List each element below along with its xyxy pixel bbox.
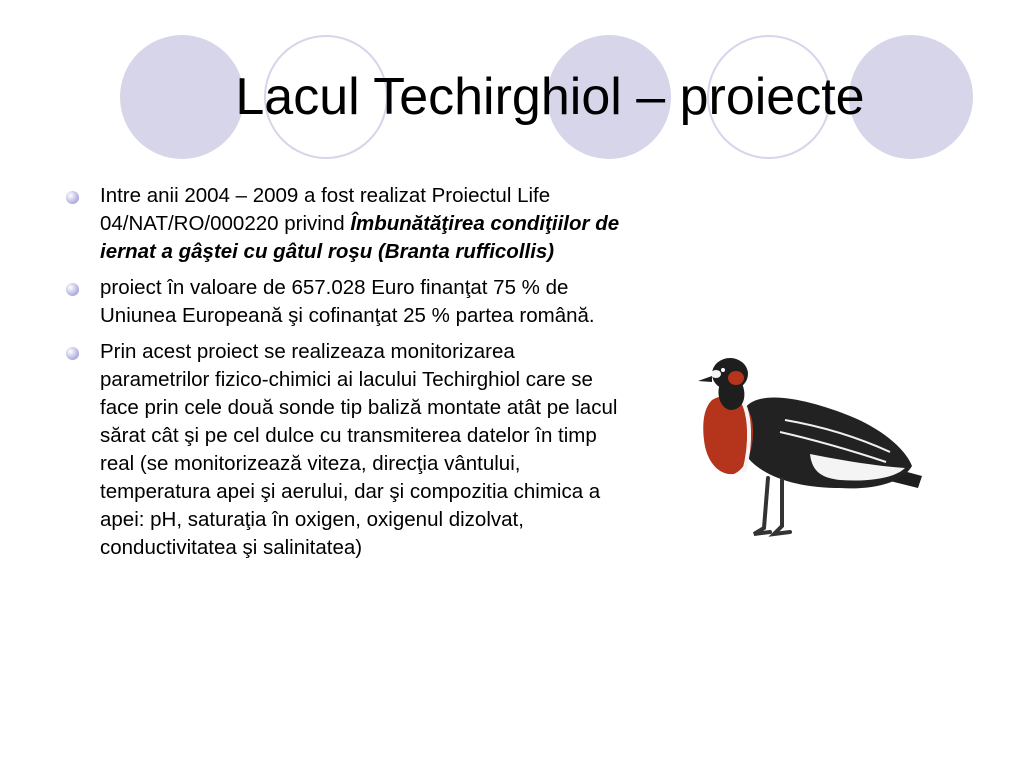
slide-title: Lacul Techirghiol – proiecte	[235, 68, 865, 126]
bullet-icon	[66, 191, 79, 204]
bullet-text: proiect în valoare de 657.028 Euro finanţat 75 % de Uniunea Europeană şi cofinanţat 25 % partea română.	[100, 276, 595, 327]
bullet-text: Prin acest proiect se realizeaza monitorizarea parametrilor fizico-chimici ai lacului Techirghiol care se face prin cele două sonde tip baliză montate atât pe lacul sărat cât şi pe cel dulce cu transmiterea datelor în timp real (se monitorizează viteza, direcţia vântului, temperatura apei şi aerului, dar şi compozitia chimica a apei: pH, saturaţia în oxigen, oxigenul dizolvat, conductivitatea şi salinitatea)	[100, 340, 618, 559]
bullet-list	[62, 182, 622, 570]
bullet-icon	[66, 347, 79, 360]
bullet-text: Intre anii 2004 – 2009 a fost realizat Proiectul Life 04/NAT/RO/000220 privind	[100, 184, 551, 235]
bullet-item	[62, 182, 622, 266]
bullet-item	[62, 338, 622, 562]
bullet-emphasis: Îmbunătăţirea condiţiilor de iernat a gâştei cu gâtul roşu (Branta rufficollis)	[100, 212, 620, 263]
bullet-item	[62, 274, 622, 330]
red-breasted-goose-illustration	[690, 348, 930, 548]
bullet-icon	[66, 283, 79, 296]
